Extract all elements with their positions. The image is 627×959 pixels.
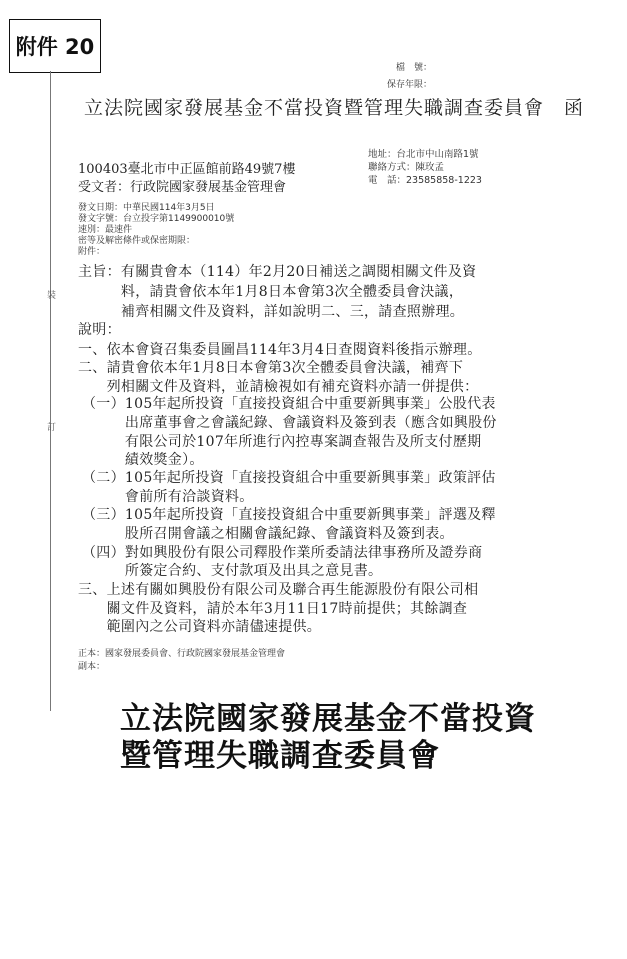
- sub-item-3-line-1: （三）105年起所投資「直接投資組合中重要新興事業」評選及釋: [82, 507, 496, 523]
- sub-item-4-line-2: 所簽定合約、支付款項及出具之意見書。: [82, 563, 383, 579]
- sub-item-1-line-2: 出席董事會之會議紀錄、會議資料及簽到表（應含如興股份: [82, 415, 497, 431]
- doc-number: 發文字號：台立投字第1149900010號: [78, 214, 235, 224]
- item-1: 一、依本會資召集委員圖昌114年3月4日查閱資料後指示辦理。: [78, 342, 482, 358]
- letter-title: 立法院國家發展基金不當投資暨管理失職調查委員會 函: [84, 97, 585, 119]
- sub-item-2-line-1: （二）105年起所投資「直接投資組合中重要新興事業」政策評估: [82, 470, 496, 486]
- file-no-label: 檔 號：: [395, 63, 432, 73]
- item-3-line-3: 範圍內之公司資料亦請儘速提供。: [78, 619, 322, 635]
- binding-mark-ding: 訂: [47, 423, 57, 433]
- postal-address: 100403臺北市中正區館前路49號7樓: [78, 162, 296, 177]
- attachment-label: 附件 20: [9, 19, 101, 73]
- subject-line-1: 主旨：有關貴會本（114）年2月20日補送之調閱相關文件及資: [78, 264, 477, 280]
- sub-item-1-line-1: （一）105年起所投資「直接投資組合中重要新興事業」公股代表: [82, 396, 496, 412]
- binding-mark-zhuang: 裝: [47, 291, 57, 301]
- attachments: 附件：: [78, 247, 106, 257]
- recipient-line: 受文者：行政院國家發展基金管理會: [78, 180, 287, 195]
- item-3-line-2: 關文件及資料，請於本年3月11日17時前提供；其餘調查: [78, 601, 468, 617]
- sub-item-2-line-2: 會前所有洽談資料。: [82, 489, 254, 505]
- security: 密等及解密條件或保密期限：: [78, 236, 196, 246]
- contact-method: 聯絡方式：陳玫孟: [368, 162, 445, 173]
- item-2-line-1: 二、請貴會依本年1月8日本會第3次全體委員會決議，補齊下: [78, 360, 464, 376]
- speed: 速別：最速件: [78, 225, 133, 235]
- sub-item-3-line-2: 股所召開會議之相關會議紀錄、會議資料及簽到表。: [82, 526, 454, 542]
- retention-label: 保存年限：: [386, 80, 432, 90]
- sub-item-1-line-4: 績效獎金）。: [82, 452, 204, 468]
- committee-seal-line-2: 暨管理失職調查委員會: [120, 738, 440, 774]
- item-2-line-2: 列相關文件及資料，並請檢視如有補充資料亦請一併提供：: [78, 379, 479, 395]
- cc-copy: 副本：: [78, 662, 106, 672]
- issue-date: 發文日期：中華民國114年3月5日: [78, 203, 215, 213]
- sub-item-1-line-3: 有限公司於107年所進行內控專案調查報告及所支付歷期: [82, 434, 482, 450]
- subject-line-3: 補齊相關文件及資料，詳如說明二、三，請查照辦理。: [78, 304, 465, 320]
- binding-line: [50, 71, 51, 711]
- explanation-label: 說明：: [78, 322, 121, 338]
- cc-original: 正本：國家發展委員會、行政院國家發展基金管理會: [78, 649, 286, 659]
- item-3-line-1: 三、上述有關如興股份有限公司及聯合再生能源股份有限公司相: [78, 582, 479, 598]
- contact-phone: 電 話：23585858-1223: [368, 175, 482, 186]
- committee-seal-line-1: 立法院國家發展基金不當投資: [120, 701, 536, 737]
- sub-item-4-line-1: （四）對如興股份有限公司釋股作業所委請法律事務所及證券商: [82, 545, 483, 561]
- contact-address: 地址：台北市中山南路1號: [368, 149, 479, 160]
- subject-line-2: 料，請貴會依本年1月8日本會第3次全體委員會決議，: [78, 284, 464, 300]
